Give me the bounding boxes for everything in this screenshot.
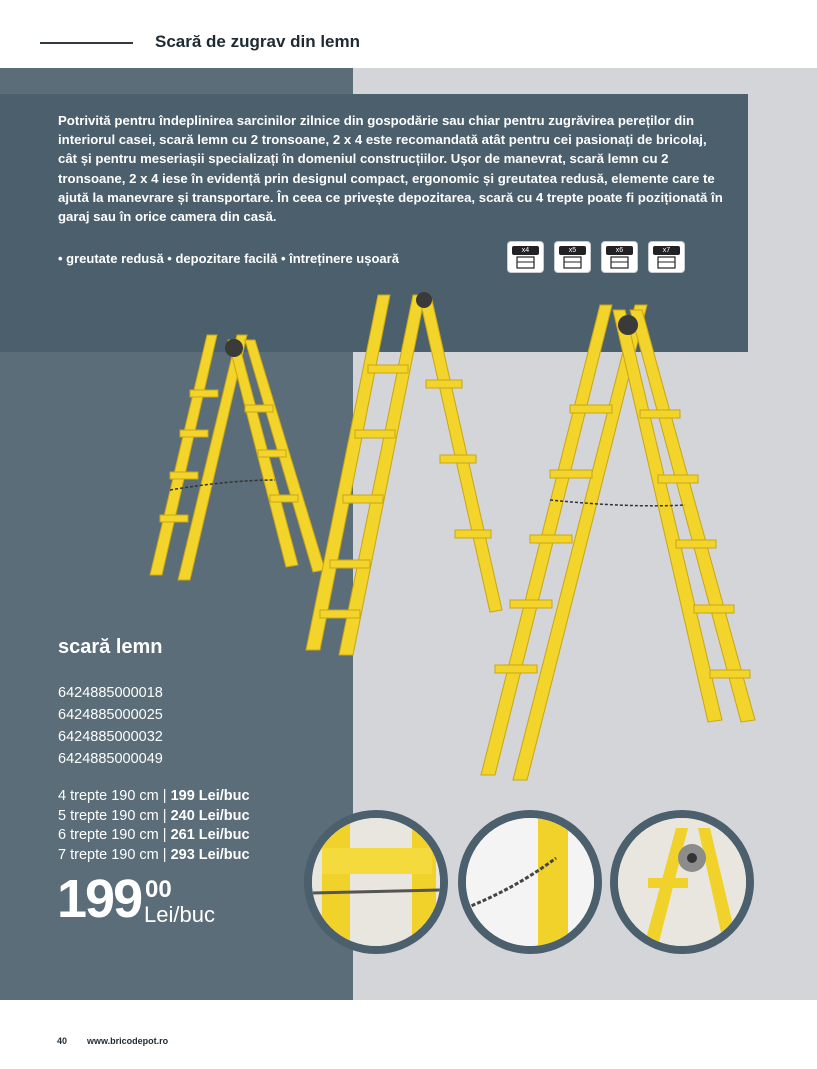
header-divider xyxy=(40,42,133,44)
main-price xyxy=(57,869,215,929)
chain-detail-illustration xyxy=(466,818,594,946)
product-code: 6424885000025 xyxy=(58,707,163,723)
price-decimal: 00 xyxy=(145,876,172,903)
ladder-icon xyxy=(602,242,637,272)
price-integer: 199 xyxy=(57,869,142,929)
product-description: Potrivită pentru îndeplinirea sarcinilor zilnice din gospodărie sau chiar pentru zugrăvirea pereților din interiorul casei, scară lemn cu 2 tronsoane, 2 x 4 este recomandată atât pentru cei pasionați de bricolaj, cât și pentru meseriașii specializați în domeniul construcțiilor. Ușor de manevrat, scară lemn cu 2 tronsoane, 2 x 4 iese în evidență prin designul compact, ergonomic și greutatea redusă, elemente care te ajută la manevrare și transportare. În ceea ce privește depozitarea, scară cu 4 trepte poate fi poziționată în garaj sau în orice camera din casă. xyxy=(58,113,723,225)
product-code: 6424885000032 xyxy=(58,729,163,745)
step-badge xyxy=(649,242,684,272)
variant-list xyxy=(58,787,250,865)
variant-price: 293 Lei/buc xyxy=(170,846,250,863)
variant-price: 199 Lei/buc xyxy=(170,788,250,804)
step-badge-label: x7 xyxy=(653,246,680,255)
product-name: scară lemn xyxy=(58,636,163,658)
product-code: 6424885000049 xyxy=(58,751,163,767)
variant-row xyxy=(58,826,250,846)
variant-label: 6 trepte 190 cm | xyxy=(58,827,167,843)
step-badge-label: x6 xyxy=(606,246,633,255)
detail-image-rung xyxy=(304,810,448,954)
page-number: 40 xyxy=(57,1036,68,1046)
variant-row xyxy=(58,807,250,827)
step-badge xyxy=(602,242,637,272)
variant-label: 5 trepte 190 cm | xyxy=(58,807,167,824)
variant-label: 7 trepte 190 cm | xyxy=(58,846,167,863)
hinge-detail-illustration xyxy=(618,818,746,946)
price-unit: Lei/buc xyxy=(144,902,215,927)
product-codes xyxy=(58,682,163,770)
ladder-icon xyxy=(555,242,590,272)
step-badges xyxy=(508,242,684,272)
feature-list: • greutate redusă • depozitare facilă • întreținere ușoară xyxy=(58,251,399,266)
website-url: www.bricodepot.ro xyxy=(87,1036,169,1046)
ladder-icon xyxy=(508,242,543,272)
variant-row xyxy=(58,846,250,866)
variant-row xyxy=(58,787,250,807)
ladder-product-image xyxy=(110,280,770,790)
variant-price: 240 Lei/buc xyxy=(170,807,250,824)
variant-label: 4 trepte 190 cm | xyxy=(58,788,167,804)
step-badge-label: x5 xyxy=(559,246,586,255)
step-badge xyxy=(508,242,543,272)
step-badge-label: x4 xyxy=(512,246,539,255)
detail-image-hinge xyxy=(610,810,754,954)
ladder-icon xyxy=(649,242,684,272)
rung-detail-illustration xyxy=(312,818,440,946)
page-title: Scară de zugrav din lemn xyxy=(155,32,361,51)
step-badge xyxy=(555,242,590,272)
variant-price: 261 Lei/buc xyxy=(170,827,250,843)
detail-image-chain xyxy=(458,810,602,954)
product-code: 6424885000018 xyxy=(58,685,163,701)
